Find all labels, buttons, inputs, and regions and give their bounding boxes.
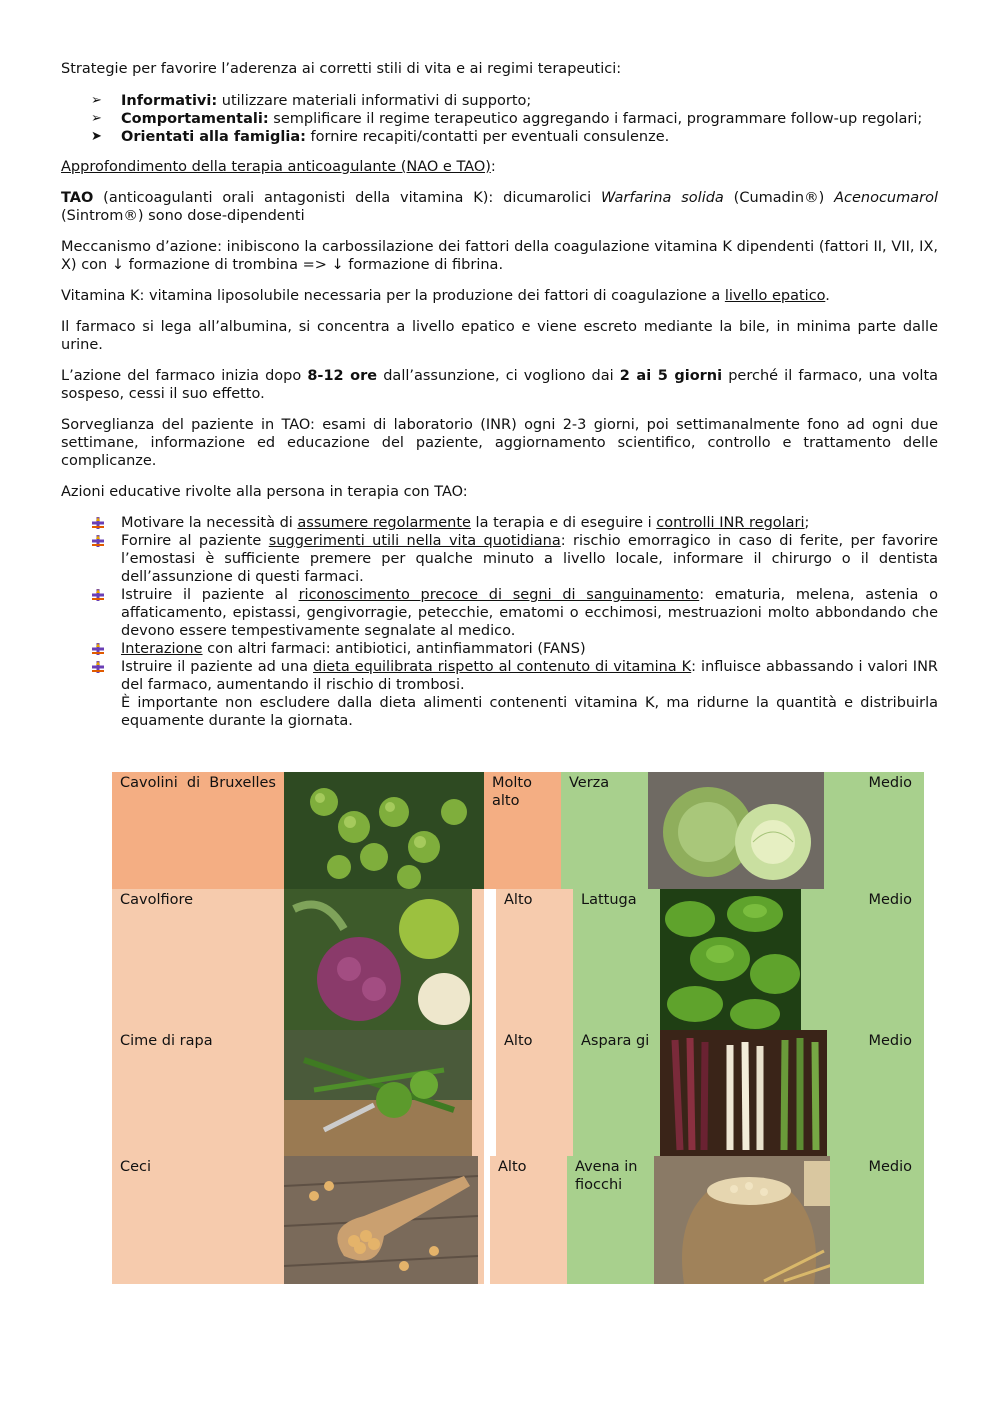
colored-cross-bullet-icon bbox=[91, 516, 105, 530]
vitamin-k-level: Medio bbox=[836, 889, 924, 1030]
food-name: Cime di rapa bbox=[112, 1030, 284, 1156]
cauliflower-image bbox=[284, 889, 484, 1030]
sorveglianza-paragraph: Sorveglianza del paziente in TAO: esami di laboratorio (INR) ogni 2-3 giorni, poi settimanalmente fono ad ogni due settimane, informazione ed educazione del paziente, aggiornamento scientifico, controllo e trattamento delle complicanze. bbox=[61, 417, 938, 469]
table-row bbox=[112, 772, 924, 889]
food-name: Lattuga bbox=[573, 889, 660, 1030]
list-item: Motivare la necessità di assumere regolarmente la terapia e di eseguire i controlli INR regolari; bbox=[61, 514, 938, 532]
arrow-bullet-icon: ➢ bbox=[91, 93, 102, 108]
asparagus-image bbox=[660, 1030, 836, 1156]
food-name: Cavolfiore bbox=[112, 889, 284, 1030]
azione-paragraph: L’azione del farmaco inizia dopo 8-12 ore dall’assunzione, ci vogliono dai 2 ai 5 giorni perché il farmaco, una volta sospeso, cessi il suo effetto. bbox=[61, 368, 939, 402]
food-name: Aspara gi bbox=[573, 1030, 660, 1156]
vitamin-k-level: Medio bbox=[836, 1030, 924, 1156]
food-name: Avena in fiocchi bbox=[567, 1156, 654, 1284]
colored-cross-bullet-icon bbox=[91, 534, 105, 548]
vitamin-k-level: Alto bbox=[496, 889, 573, 1030]
vitamin-k-level: Medio bbox=[824, 772, 924, 889]
farmaco-paragraph: Il farmaco si lega all’albumina, si concentra a livello epatico e viene escreto mediante la bile, in minima parte dalle urine. bbox=[61, 319, 938, 353]
oat-flakes-image bbox=[654, 1156, 830, 1284]
vitamin-k-level: Alto bbox=[490, 1156, 567, 1284]
colored-cross-bullet-icon bbox=[91, 588, 105, 602]
brussels-sprouts-image bbox=[284, 772, 484, 889]
tao-paragraph: TAO (anticoagulanti orali antagonisti della vitamina K): dicumarolici Warfarina solida (Cumadin®) Acenocumarol (Sintrom®) sono dose-dipendenti bbox=[61, 190, 938, 224]
food-name: Ceci bbox=[112, 1156, 284, 1284]
list-item: Istruire il paziente al riconoscimento precoce di segni di sanguinamento: ematuria, melena, astenia o affaticamento, epistassi, gengivorragie, petecchie, ematomi o ecchimosi, mestruazioni molto abbondando che devono essere tempestivamente segnalate al medico. bbox=[61, 586, 938, 640]
savoy-cabbage-image bbox=[648, 772, 824, 889]
list-item: Fornire al paziente suggerimenti utili nella vita quotidiana: rischio emorragico in caso di ferite, per favorire l’emostasi è sufficiente premere per qualche minuto a livello locale, informare il chirurgo o il dentista dell’assunzione di questi farmaci. bbox=[61, 532, 938, 586]
vitamin-k-level: Alto bbox=[496, 1030, 573, 1156]
list-item: Istruire il paziente ad una dieta equilibrata rispetto al contenuto di vitamina K: influisce abbassando i valori INR del farmaco, aumentando il rischio di trombosi. È importante non escludere dalla dieta alimenti contenenti vitamina K, ma ridurne la quantità e distribuirla equamente durante la giornata. bbox=[61, 658, 938, 730]
lettuce-image bbox=[660, 889, 836, 1030]
table-row bbox=[112, 889, 924, 1030]
azioni-list bbox=[61, 514, 938, 730]
list-item: ➢ Comportamentali: semplificare il regime terapeutico aggregando i farmaci, programmare follow-up regolari; bbox=[91, 111, 923, 127]
intro-text: Strategie per favorire l’aderenza ai corretti stili di vita e ai regimi terapeutici: bbox=[61, 61, 622, 77]
arrow-bullet-icon: ➢ bbox=[91, 111, 102, 126]
food-name: Cavolini di Bruxelles bbox=[112, 772, 284, 889]
turnip-greens-image bbox=[284, 1030, 484, 1156]
section-heading: Approfondimento della terapia anticoagulante (NAO e TAO): bbox=[61, 159, 496, 175]
strategies-list bbox=[61, 92, 938, 146]
colored-cross-bullet-icon bbox=[91, 660, 105, 674]
vitamin-k-level: Molto alto bbox=[484, 772, 561, 889]
azioni-intro: Azioni educative rivolte alla persona in terapia con TAO: bbox=[61, 484, 468, 500]
table-row bbox=[112, 1030, 924, 1156]
food-name: Verza bbox=[561, 772, 648, 889]
vitamin-k-level: Medio bbox=[830, 1156, 924, 1284]
vitamina-k-paragraph: Vitamina K: vitamina liposolubile necessaria per la produzione dei fattori di coagulazione a livello epatico. bbox=[61, 288, 830, 304]
colored-cross-bullet-icon bbox=[91, 642, 105, 656]
list-item: Interazione con altri farmaci: antibiotici, antinfiammatori (FANS) bbox=[61, 640, 938, 658]
meccanismo-paragraph: Meccanismo d’azione: inibiscono la carbossilazione dei fattori della coagulazione vitamina K dipendenti (fattori II, VII, IX, X) con ↓ formazione di trombina => ↓ formazione di fibrina. bbox=[61, 239, 938, 273]
chickpeas-image bbox=[284, 1156, 484, 1284]
list-item: ➤ Orientati alla famiglia: fornire recapiti/contatti per eventuali consulenze. bbox=[91, 129, 670, 145]
document-body bbox=[61, 60, 938, 730]
vitamin-k-food-table bbox=[112, 772, 924, 1284]
table-row bbox=[112, 1156, 924, 1284]
arrow-bullet-icon: ➤ bbox=[91, 129, 102, 144]
list-item: ➢ Informativi: utilizzare materiali informativi di supporto; bbox=[91, 93, 532, 109]
